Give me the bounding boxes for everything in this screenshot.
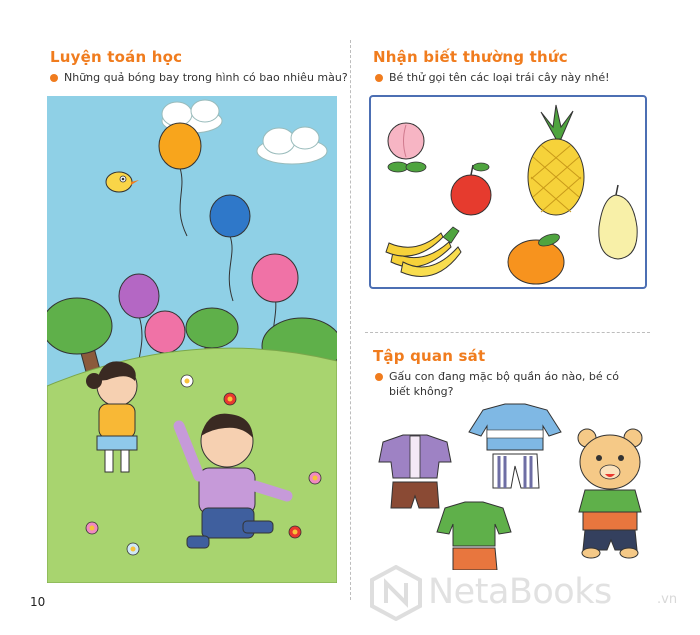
observe-question <box>375 369 619 399</box>
flower-icon <box>181 375 193 387</box>
apple-icon <box>451 163 491 215</box>
observe-question-line1: Gấu con đang mặc bộ quần áo nào, bé có <box>389 370 619 383</box>
balloon-blue <box>210 195 250 237</box>
park-illustration <box>47 96 337 583</box>
section-title-observe: Tập quan sát <box>373 347 486 365</box>
outfit-purple-vest <box>379 435 451 508</box>
pear-icon <box>599 185 637 259</box>
math-question-text: Những quả bóng bay trong hình có bao nhiêu màu? <box>64 71 348 84</box>
section-title-knowledge: Nhận biết thường thức <box>373 48 568 66</box>
bear-character <box>578 429 642 558</box>
knowledge-question-text: Bé thử gọi tên các loại trái cây này nhé! <box>389 71 610 84</box>
math-question <box>50 70 348 85</box>
fruit-box <box>369 95 647 289</box>
peach-icon <box>388 123 426 172</box>
observe-question-line2: biết không? <box>389 385 454 398</box>
flower-icon <box>86 522 98 534</box>
pineapple-icon <box>528 105 584 215</box>
netabooks-logo-icon <box>368 565 424 621</box>
section-title-math: Luyện toán học <box>50 48 183 66</box>
bullet-dot-icon <box>50 74 58 82</box>
flower-icon <box>289 526 301 538</box>
bullet-dot-icon <box>375 74 383 82</box>
watermark-text: NetaBooks <box>428 572 612 612</box>
clothes-illustration <box>365 400 655 570</box>
balloon-pink <box>252 254 298 302</box>
flower-icon <box>127 543 139 555</box>
flower-icon <box>309 472 321 484</box>
watermark-suffix: .vn <box>657 592 678 607</box>
banana-icon <box>386 227 461 277</box>
outfit-green-sweater <box>437 502 511 570</box>
balloon-purple <box>119 274 159 318</box>
bullet-dot-icon <box>375 373 383 381</box>
outfit-striped-shirt <box>469 404 561 488</box>
orange-icon <box>508 232 564 284</box>
knowledge-question <box>375 70 610 85</box>
balloon-orange <box>159 123 201 169</box>
horizontal-divider <box>365 332 650 333</box>
vertical-divider <box>350 40 351 600</box>
balloon-pink <box>145 311 185 353</box>
page-number: 10 <box>30 595 46 609</box>
flower-icon <box>224 393 236 405</box>
